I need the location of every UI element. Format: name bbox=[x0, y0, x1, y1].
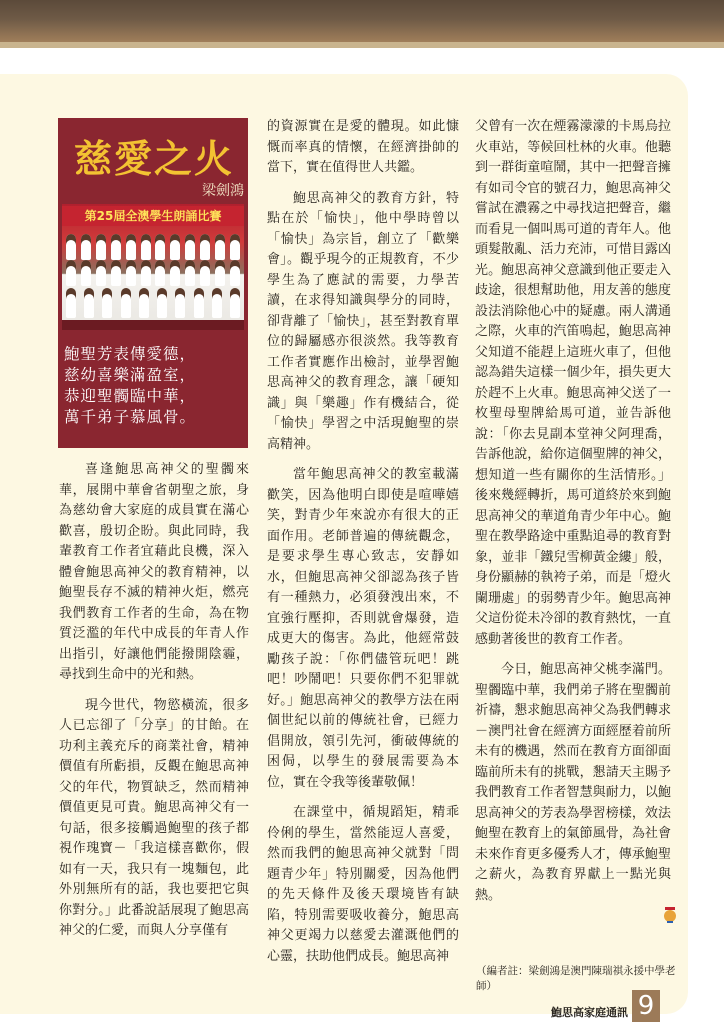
choir-row-front bbox=[66, 288, 240, 318]
text-column-2 bbox=[267, 117, 459, 977]
paragraph: 父曾有一次在煙霧濛濛的卡馬烏拉火車站，等候回杜林的火車。他聽到一群街童喧鬧，其中一把聲音擁有如司令官的號召力，鮑思高神父嘗試在濃霧之中尋找這把聲音，繼而看見一個叫馬可道的青年人。他頭髮散亂、活力充沛，可惜目露凶光。鮑思高神父意識到他正要走入歧途，很想幫助他，用友善的態度設法消除他心中的疑慮。兩人溝通之際，火車的汽笛鳴起，鮑思高神父知道不能趕上這班火車了，但他認為錯失這樣一個少年，損失更大於趕不上火車。鮑思高神父送了一枚聖母聖牌給馬可道，並告訴他說：「你去見副本堂神父阿理喬，告訴他說，給你這個聖牌的神父，想知道一些有關你的生活情形。」後來幾經轉折，馬可道終於來到鮑思高神父的華道角青少年中心。鮑聖在教學路途中重點追尋的教育對象，並非「鐵兒雪柳黃金縷」般，身份顯赫的執袴子弟，而是「燈火闌珊處」的弱勢青少年。鮑思高神父這份從未冷卻的教育熱忱，一直感動著後世的教育工作者。 bbox=[475, 119, 671, 647]
lantern-icon bbox=[662, 906, 678, 924]
paragraph: 當年鮑思高神父的教室載滿歡笑，因為他明白即使是喧嘩嬉笑，對青少年來說亦有很大的正面作用。老師普遍的傳統觀念，是要求學生專心致志，安靜如水，但鮑思高神父卻認為孩子皆有一種熱力，必須發洩出來，不宜強行壓抑，否則就會爆發，造成更大的傷害。為此，他經常鼓勵孩子說：「你們儘管玩吧！跳吧！吵鬧吧！只要你們不犯罪就好。」鮑思高神父的教學方法在兩個世紀以前的傳統社會，已經力倡開放，領引先河，衝破傳統的困侷，以學生的發展需要為本位，實在令我等後輩敬佩！ bbox=[267, 467, 459, 790]
choir-row-middle bbox=[66, 260, 240, 286]
poem bbox=[64, 344, 242, 428]
choir-photo bbox=[62, 204, 244, 330]
article-author: 梁劍鴻 bbox=[202, 183, 244, 199]
paragraph: 鮑思高神父的教育方針，特點在於「愉快」，他中學時曾以「愉快」為宗旨，創立了「歡樂會」。觀乎現今的正規教育，不少學生為了應試的需要，力學苦讀，在求得知識與學分的同時，卻背離了「愉快」，甚至對教育單位的歸屬感亦很淡然。我等教育工作者實應作出檢討，並學習鮑思高神父的教育理念，讓「硬知識」與「樂趣」作有機結合，從「愉快」學習之中活現鮑聖的崇高精神。 bbox=[267, 190, 459, 452]
paragraph: 今日，鮑思高神父桃李滿門。聖髑臨中華，我們弟子將在聖髑前祈禱，懇求鮑思高神父為我們轉求－澳門社會在經濟方面經歷着前所未有的機遇，然而在教育方面卻面臨前所未有的挑戰，懇請天主賜予我們教育工作者智慧與耐力，以鮑思高神父的芳表為學習榜樣，效法鮑聖在教育上的氣節風骨，為社會未來作育更多優秀人才，傳承鮑聖之薪火，為教育界獻上一點光與熱。 bbox=[475, 662, 671, 903]
paragraph: 在課堂中，循規蹈矩，精乖伶俐的學生，當然能逗人喜愛，然而我們的鮑思高神父就對「問題青少年」特別關愛，因為他們的先天條件及後天環境皆有缺陷，特別需要吸收養分，鮑思高神父更竭力以慈愛去灌溉他們的心靈，扶助他們成長。鮑思高神 bbox=[267, 805, 459, 964]
header-band bbox=[0, 0, 724, 42]
paragraph: 喜逢鮑思高神父的聖髑來華，展開中華會省朝聖之旅，身為慈幼會大家庭的成員實在滿心歡喜，殷切企盼。與此同時，我輩教育工作者宜藉此良機，深入體會鮑思高神父的教育精神，以鮑聖長存不滅的精神火炬，燃亮我們教育工作者的生命，為在物質泛濫的年代中成長的年青人作出指引，好讓他們能撥開陰霾，尋找到生命中的光和熱。 bbox=[59, 462, 249, 682]
poem-line: 萬千弟子慕風骨。 bbox=[64, 408, 197, 426]
editor-note: （編者註：梁劍鴻是澳門陳瑞祺永援中學老師） bbox=[476, 965, 676, 992]
poem-line: 恭迎聖髑臨中華， bbox=[64, 387, 197, 405]
page-number: 9 bbox=[632, 990, 660, 1022]
poem-line: 鮑聖芳表傳愛德， bbox=[64, 345, 197, 363]
header-band-accent bbox=[0, 42, 724, 48]
article-title: 慈愛之火 bbox=[73, 136, 234, 181]
paragraph: 現今世代，物慾橫流，很多人已忘卻了「分享」的甘飴。在功利主義充斥的商業社會，精神價值有所虧損，反觀在鮑思高神父的年代，物質缺乏，然而精神價值更見可貴。鮑思高神父有一句話，很多接觸過鮑聖的孩子都視作瑰寶－「我這樣喜歡你，假如有一天，我只有一塊麵包，此外別無所有的話，我也要把它與你對分。」此番說話展現了鮑思高神父的仁愛，而與人分享僅有 bbox=[59, 697, 249, 938]
paragraph: 的資源實在是愛的體現。如此慷慨而率真的情懷，在經濟掛帥的當下，實在值得世人共鑑。 bbox=[267, 119, 459, 175]
text-column-3 bbox=[475, 117, 671, 916]
text-column-1 bbox=[59, 460, 249, 952]
poem-line: 慈幼喜樂滿盈室， bbox=[64, 366, 197, 384]
publication-name: 鮑思高家庭通訊 bbox=[551, 1006, 628, 1019]
stage-edge bbox=[62, 320, 244, 330]
choir-row-back bbox=[66, 234, 240, 260]
photo-banner: 第25屆全澳學生朗誦比賽 bbox=[62, 206, 244, 226]
